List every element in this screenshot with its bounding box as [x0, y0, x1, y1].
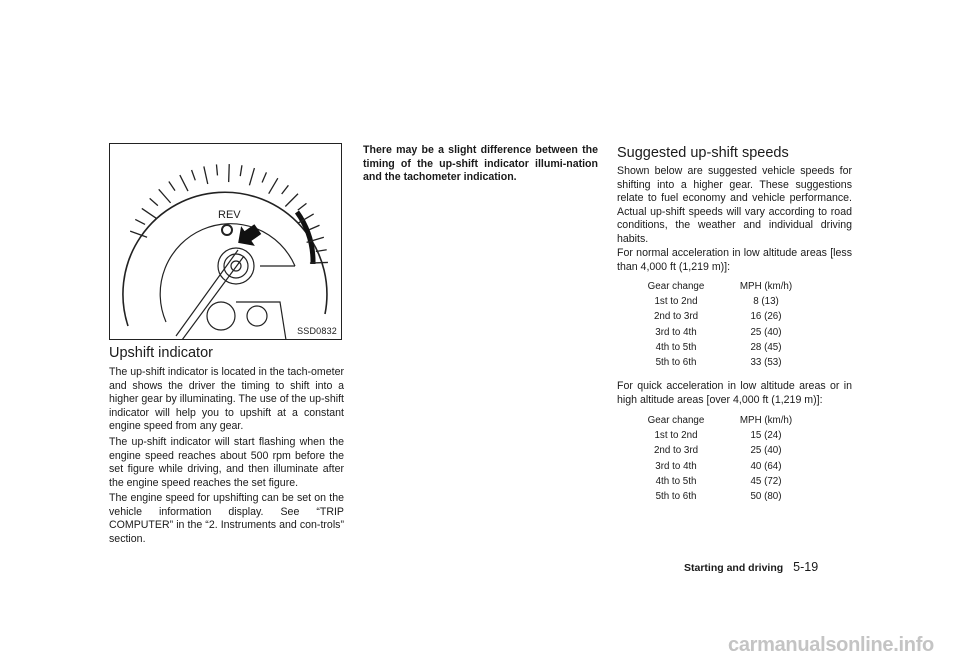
tick-mark [309, 225, 319, 229]
gear-cell: 5th to 6th [655, 490, 697, 502]
speed-cell: 45 (72) [750, 475, 782, 487]
figure-code: SSD0832 [297, 326, 337, 336]
speed-cell: 15 (24) [750, 430, 782, 442]
speed-cell: 16 (26) [750, 311, 782, 323]
gear-cell: 2nd to 3rd [653, 311, 699, 323]
speed-cell: 28 (45) [750, 341, 782, 353]
table-header-row [617, 281, 797, 296]
tick-mark [282, 185, 289, 194]
speed-header: MPH (km/h) [739, 281, 793, 292]
table-row [617, 461, 797, 476]
tick-mark [229, 164, 230, 182]
left-paragraph-3: The engine speed for upshifting can be set on the vehicle information display. See “TRIP COMPUTER” in the “2. Instruments and con-trols” section. [109, 492, 344, 545]
tick-mark [192, 170, 196, 180]
suggested-speeds-heading: Suggested up-shift speeds [617, 145, 789, 161]
page-number: 5-19 [793, 560, 819, 574]
quick-accel-table [617, 415, 797, 506]
table-row [617, 357, 797, 372]
tick-mark [298, 203, 307, 210]
tick-mark [269, 178, 278, 194]
tick-mark [180, 175, 188, 191]
normal-accel-table [617, 281, 797, 372]
speed-cell: 8 (13) [753, 296, 779, 308]
gear-cell: 3rd to 4th [655, 460, 697, 472]
tick-mark [159, 189, 171, 203]
table-row [617, 327, 797, 342]
watermark: carmanualsonline.info [728, 634, 934, 656]
rev-label: REV [218, 209, 241, 221]
tick-mark [169, 182, 175, 191]
tachometer-figure [109, 143, 342, 340]
tick-mark [150, 198, 158, 205]
upshift-indicator-heading: Upshift indicator [109, 345, 213, 361]
speed-cell: 50 (80) [750, 490, 782, 502]
tick-mark [310, 262, 328, 263]
tick-mark [262, 172, 266, 182]
speed-cell: 33 (53) [750, 356, 782, 368]
left-paragraph-1: The up-shift indicator is located in the tach-ometer and shows the driver the timing to shift into a higher gear by illuminating. The use of the up-shift indicator will help you to upshift at a constant engine speed from any gear. [109, 366, 344, 433]
normal-accel-caption: For normal acceleration in low altitude areas [less than 4,000 ft (1,219 m)]: [617, 247, 852, 273]
quick-accel-caption: For quick acceleration in low altitude areas or in high altitude areas [over 4,000 ft (1,219 m)]: [617, 380, 852, 406]
gear-change-header: Gear change [647, 415, 705, 426]
gear-cell: 2nd to 3rd [653, 445, 699, 457]
gear-cell: 4th to 5th [655, 341, 697, 353]
table-row [617, 311, 797, 326]
footer-section-title: Starting and driving [684, 562, 784, 574]
timing-note: There may be a slight difference between the timing of the up-shift indicator illumi-nation and the tachometer indication. [363, 144, 598, 184]
table-row [617, 296, 797, 311]
gear-cell: 1st to 2nd [654, 430, 698, 442]
gear-cell: 5th to 6th [655, 356, 697, 368]
speed-header: MPH (km/h) [739, 415, 793, 426]
table-header-row [617, 415, 797, 430]
tachometer-illustration [110, 144, 342, 340]
tick-mark [285, 194, 298, 207]
tick-mark [216, 164, 217, 175]
table-row [617, 491, 797, 506]
gear-cell: 4th to 5th [655, 475, 697, 487]
gear-cell: 1st to 2nd [654, 296, 698, 308]
table-row [617, 476, 797, 491]
speed-cell: 25 (40) [750, 445, 782, 457]
tick-mark [135, 219, 145, 224]
table-row [617, 342, 797, 357]
gear-change-header: Gear change [647, 281, 705, 292]
tick-mark [249, 168, 254, 185]
speeds-intro: Shown below are suggested vehicle speeds for shifting into a higher gear. These suggestions relate to fuel economy and vehicle performance. Actual up-shift speeds will vary according to road conditions, the weather and individual driving habits. [617, 165, 852, 245]
table-row [617, 445, 797, 460]
table-row [617, 430, 797, 445]
tick-mark [204, 166, 208, 184]
tick-mark [142, 208, 157, 218]
left-paragraph-2: The up-shift indicator will start flashing when the engine speed reaches about 500 rpm before the set figure while driving, and then illuminate after the engine speed reaches the set figure. [109, 436, 344, 489]
page-footer [684, 558, 818, 576]
tick-mark [240, 165, 242, 176]
gear-cell: 3rd to 4th [655, 326, 697, 338]
speed-cell: 40 (64) [750, 460, 782, 472]
speed-cell: 25 (40) [750, 326, 782, 338]
